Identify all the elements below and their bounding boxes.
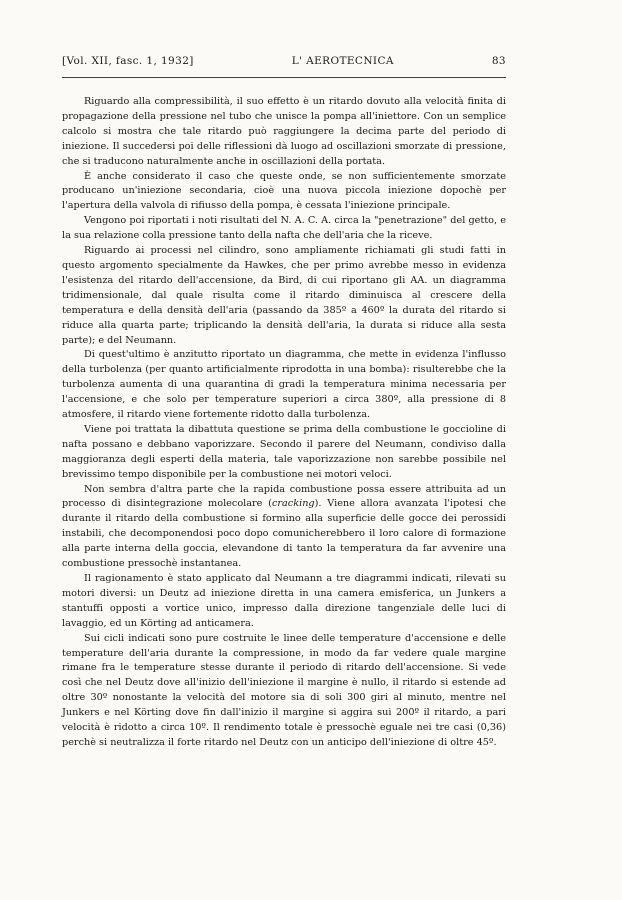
article-body <box>62 95 506 751</box>
page-number: 83 <box>491 55 506 67</box>
paragraph: Il ragionamento è stato applicato dal Neumann a tre diagrammi indicati, rilevati su motori diversi: un Deutz ad iniezione diretta in una camera emisferica, un Junkers a stantuffi opposti a vortice unico, impresso dalla direzione tangenziale delle luci di lavaggio, ed un Körting ad anticamera. <box>62 573 506 629</box>
italic-term: cracking <box>271 498 315 510</box>
volume-info: [Vol. XII, fasc. 1, 1932] <box>62 55 194 67</box>
header-rule <box>62 77 506 78</box>
paragraph: Riguardo alla compressibilità, il suo effetto è un ritardo dovuto alla velocità finita di propagazione della pressione nel tubo che unisce la pompa all'iniettore. Con un semplice calcolo si mostra che tale ritardo può raggiungere la decima parte del periodo di iniezione. Il succedersi poi delle riflessioni dà luogo ad oscillazioni smorzate di pressione, che si traducono naturalmente anche in oscillazioni della portata. <box>62 96 506 167</box>
paragraph: Non sembra d'altra parte che la rapida combustione possa essere attribuita ad un processo di disintegrazione molecolare (cracking). Viene allora avanzata l'ipotesi che durante il ritardo della combustione si formino alla superficie delle gocce dei perossidi instabili, che decomponendosi poco dopo comunicherebbero il loro calore di formazione alla parte interna della goccia, elevandone di tanto la temperatura da far avvenire una combustione pressochè instantanea. <box>62 483 506 570</box>
paragraph: Sui cicli indicati sono pure costruite le linee delle temperature d'accensione e delle temperature dell'aria durante la compressione, in modo da far vedere quale margine rimane fra le temperature stesse durante il periodo di ritardo dell'accensione. Si vede così che nel Deutz dove all'inizio dell'iniezione il margine è nullo, il ritardo si estende ad oltre 30º nonostante la velocità del motore sia di soli 300 giri al minuto, mentre nel Junkers e nel Körting dove fin dall'inizio il margine si aggira sui 200º il ritardo, a pari velocità è ridotto a circa 10º. Il rendimento totale è pressochè eguale nei tre casi (0,36) perchè si neutralizza il forte ritardo nel Deutz con un anticipo dell'iniezione di oltre 45º. <box>62 632 506 748</box>
paragraph: Vengono poi riportati i noti risultati del N. A. C. A. circa la "penetrazione" del getto, e la sua relazione colla pressione tanto della nafta che dell'aria che la riceve. <box>62 215 506 242</box>
running-header <box>62 55 506 67</box>
paragraph: Di quest'ultimo è anzitutto riportato un diagramma, che mette in evidenza l'influsso della turbolenza (per quanto artificialmente riprodotta in una bomba): risulterebbe che la turbolenza aumenta di una quarantina di gradi la temperatura minima necessaria per l'accensione, e che solo per temperature superiori a circa 380º, alla pressione di 8 atmosfere, il ritardo viene fortemente ridotto dalla turbolenza. <box>62 349 506 421</box>
paragraph: È anche considerato il caso che queste onde, se non sufficientemente smorzate producano un'iniezione secondaria, cioè una nuova piccola iniezione dopochè per l'apertura della valvola di rifiusso della pompa, è cessata l'iniezione principale. <box>62 170 506 212</box>
paragraph: Viene poi trattata la dibattuta questione se prima della combustione le goccioline di nafta possano e debbano vaporizzare. Secondo il parere del Neumann, condiviso dalla maggioranza degli esperti della materia, tale vaporizzazione non sarebbe possibile nel brevissimo tempo disponibile per la combustione nei motori veloci. <box>62 423 506 480</box>
paragraph: Riguardo ai processi nel cilindro, sono ampliamente richiamati gli studi fatti in questo argomento specialmente da Hawkes, che per primo avrebbe messo in evidenza l'esistenza del ritardo dell'accensione, da Bird, di cui riportano gli AA. un diagramma tridimensionale, dal quale risulta come il ritardo diminuisca al crescere della temperatura e della densità dell'aria (passando da 385º a 460º la durata del ritardo si riduce alla quarta parte; triplicando la densità dell'aria, la durata si riduce alla sesta parte); e del Neumann. <box>62 245 506 346</box>
journal-title: L' AEROTECNICA <box>291 55 394 67</box>
